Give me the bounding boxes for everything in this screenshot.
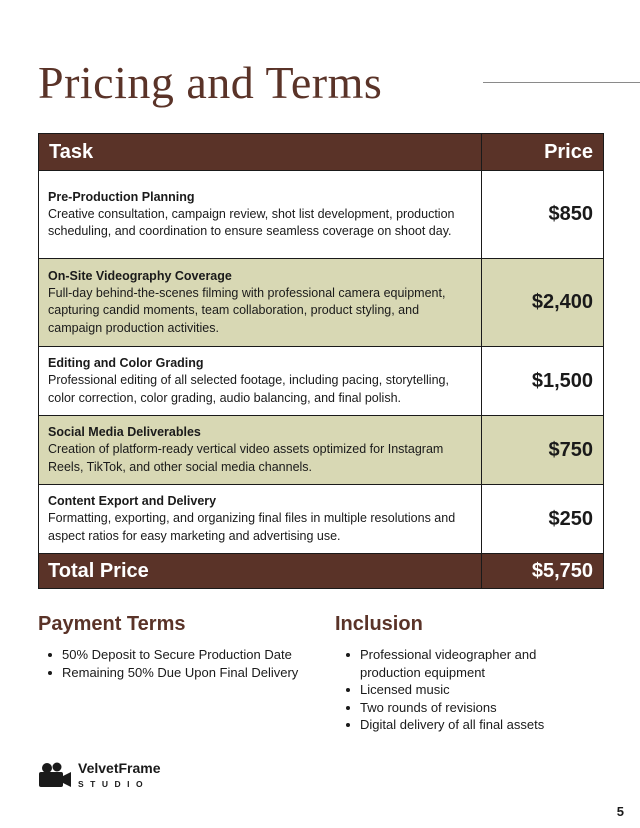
- task-cell: [39, 485, 482, 554]
- pricing-table: [38, 133, 604, 589]
- task-cell: [39, 347, 482, 416]
- task-name: Editing and Color Grading: [48, 356, 204, 370]
- list-item: Licensed music: [336, 681, 566, 699]
- video-camera-icon: [38, 761, 72, 789]
- list-item: Professional videographer and production equipment: [336, 646, 566, 681]
- total-label: Total Price: [39, 554, 482, 589]
- list-item: 50% Deposit to Secure Production Date: [38, 646, 318, 664]
- task-price: $250: [482, 485, 604, 554]
- task-name: Pre-Production Planning: [48, 189, 195, 204]
- table-header-row: [39, 134, 604, 171]
- task-cell: [39, 416, 482, 485]
- task-description: Full-day behind-the-scenes filming with professional camera equipment, capturing candid moments, team collaboration, product styling, and campaign production activities.: [48, 285, 446, 335]
- task-price: $850: [482, 171, 604, 259]
- task-price: $750: [482, 416, 604, 485]
- task-name: On-Site Videography Coverage: [48, 268, 232, 283]
- table-row: [39, 485, 604, 554]
- brand-name: VelvetFrame: [78, 760, 161, 776]
- list-item: Two rounds of revisions: [336, 699, 566, 717]
- table-row: [39, 171, 604, 259]
- total-row: [39, 554, 604, 589]
- table-row: [39, 416, 604, 485]
- task-price: $2,400: [482, 259, 604, 347]
- brand-logo: [38, 760, 161, 789]
- task-cell: [39, 171, 482, 259]
- page-number: 5: [616, 804, 624, 819]
- task-description: Formatting, exporting, and organizing final files in multiple resolutions and aspect ratios for easy marketing and advertising use.: [48, 511, 456, 543]
- inclusion-title: Inclusion: [335, 613, 423, 635]
- table-row: [39, 259, 604, 347]
- column-header-task: Task: [39, 134, 482, 171]
- total-value: $5,750: [482, 554, 604, 589]
- task-description: Professional editing of all selected footage, including pacing, storytelling, color correction, color grading, audio balancing, and final polish.: [48, 373, 449, 405]
- title-divider: [483, 82, 640, 83]
- task-description: Creative consultation, campaign review, shot list development, production scheduling, and coordination to ensure seamless coverage on shoot day.: [48, 206, 455, 238]
- task-name: Social Media Deliverables: [48, 425, 201, 439]
- brand-tagline: STUDIO: [78, 779, 150, 789]
- task-cell: [39, 259, 482, 347]
- inclusion-list: [336, 646, 566, 734]
- list-item: Digital delivery of all final assets: [336, 716, 566, 734]
- payment-terms-title: Payment Terms: [38, 613, 186, 635]
- table-row: [39, 347, 604, 416]
- list-item: Remaining 50% Due Upon Final Delivery: [38, 664, 318, 682]
- payment-terms-list: [38, 646, 318, 681]
- task-name: Content Export and Delivery: [48, 494, 217, 508]
- column-header-price: Price: [482, 134, 604, 171]
- task-price: $1,500: [482, 347, 604, 416]
- page-title: Pricing and Terms: [38, 57, 383, 108]
- task-description: Creation of platform-ready vertical video assets optimized for Instagram Reels, TikTok, and other social media channels.: [48, 442, 444, 474]
